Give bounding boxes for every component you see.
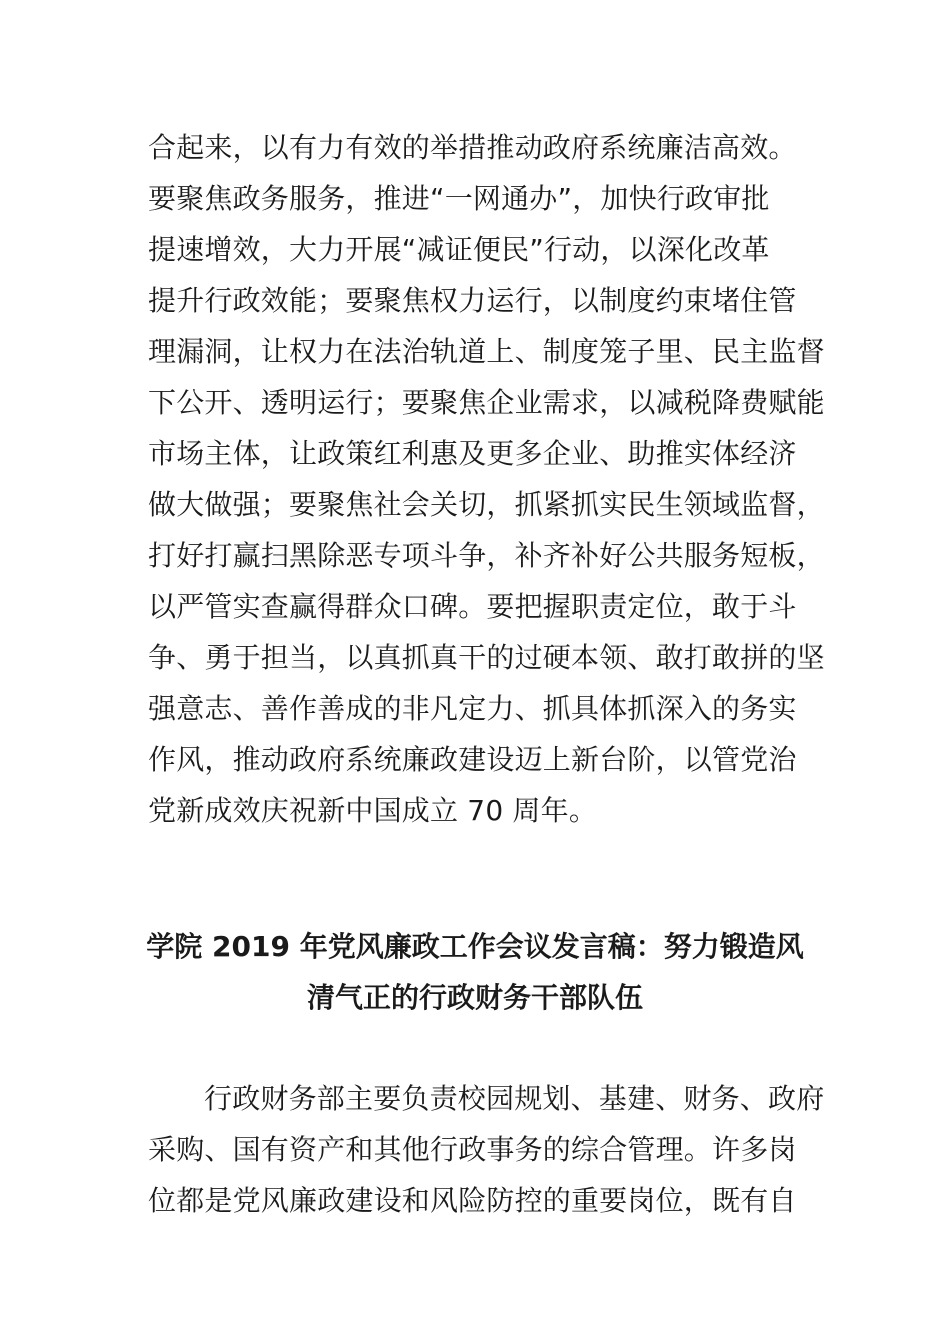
- paragraph-line: 提升行政效能；要聚焦权力运行，以制度约束堵住管: [148, 284, 797, 317]
- paragraph-line: 争、勇于担当，以真抓真干的过硬本领、敢打敢拼的坚: [148, 641, 825, 674]
- paragraph-line: 党新成效庆祝新中国成立 70 周年。: [148, 794, 598, 827]
- paragraph-line: 下公开、透明运行；要聚焦企业需求，以减税降费赋能: [148, 386, 825, 419]
- paragraph-line: 作风，推动政府系统廉政建设迈上新台阶，以管党治: [148, 743, 797, 776]
- paragraph-line: 采购、国有资产和其他行政事务的综合管理。许多岗: [148, 1133, 797, 1166]
- paragraph-line: 位都是党风廉政建设和风险防控的重要岗位，既有自: [148, 1184, 797, 1217]
- paragraph-line: 合起来，以有力有效的举措推动政府系统廉洁高效。: [148, 131, 797, 164]
- paragraph-line: 要聚焦政务服务，推进“一网通办”，加快行政审批: [148, 182, 770, 215]
- paragraph-line: 以严管实查赢得群众口碑。要把握职责定位，敢于斗: [148, 590, 797, 623]
- paragraph-line: 市场主体，让政策红利惠及更多企业、助推实体经济: [148, 437, 797, 470]
- article-title-line-1: 学院 2019 年党风廉政工作会议发言稿：努力锻造风: [146, 930, 804, 963]
- paragraph-line: 理漏洞，让权力在法治轨道上、制度笼子里、民主监督: [148, 335, 825, 368]
- article-title-line-2: 清气正的行政财务干部队伍: [306, 981, 643, 1014]
- paragraph-line: 行政财务部主要负责校园规划、基建、财务、政府: [204, 1082, 825, 1115]
- paragraph-line: 做大做强；要聚焦社会关切，抓紧抓实民生领域监督，: [148, 488, 825, 521]
- paragraph-line: 强意志、善作善成的非凡定力、抓具体抓深入的务实: [148, 692, 797, 725]
- paragraph-line: 提速增效，大力开展“减证便民”行动，以深化改革: [148, 233, 770, 266]
- paragraph-line: 打好打赢扫黑除恶专项斗争，补齐补好公共服务短板，: [148, 539, 825, 572]
